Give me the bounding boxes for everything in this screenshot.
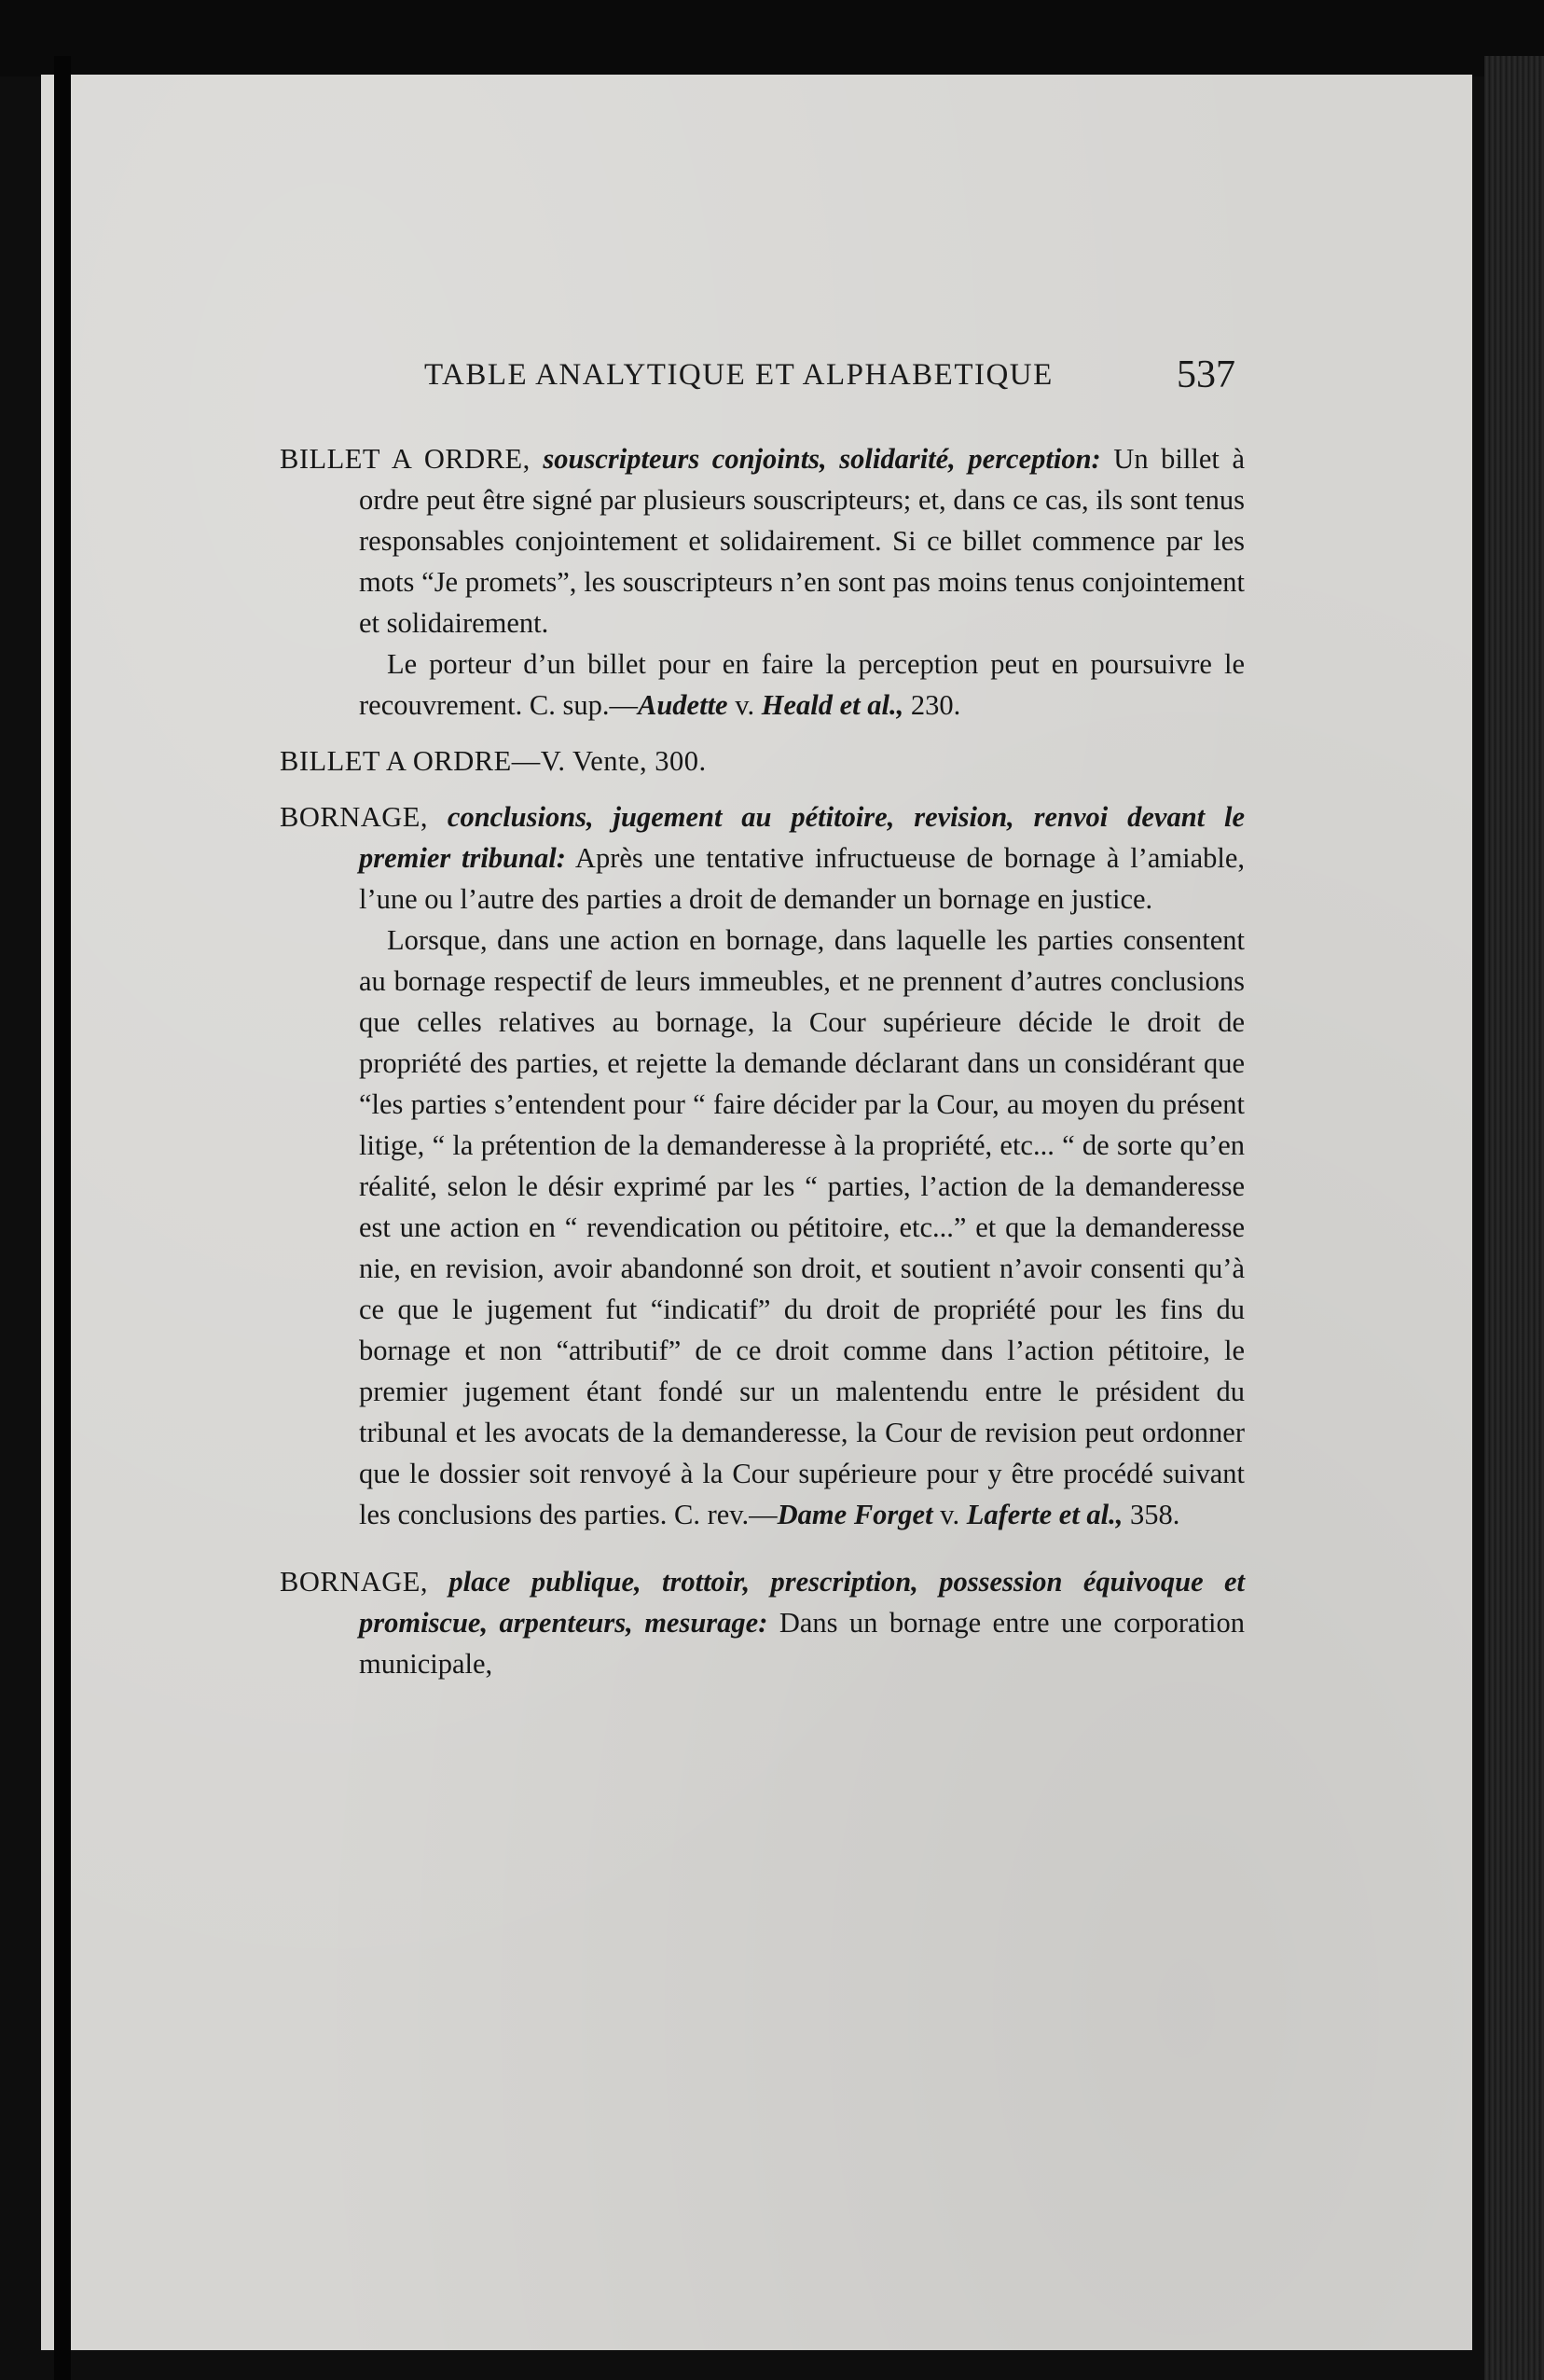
entry-paragraph xyxy=(280,920,1245,1535)
case-party: Dame Forget xyxy=(777,1499,933,1530)
entry-subject: souscripteurs conjoints, solidarité, perception: xyxy=(543,443,1101,475)
index-entry xyxy=(280,1561,1245,1684)
entry-paragraph xyxy=(280,1561,1245,1684)
entry-text: Lorsque, dans une action en bornage, dans laquelle les parties consentent au bornage respectif de leurs immeubles, et ne prennent d’autres conclusions que celles relatives au bornage, la Cour supérieure décide le droit de propriété des parties, et rejette la demande déclarant dans un considérant que “les parties s’entendent pour “ faire décider par la Cour, au moyen du présent litige, “ la prétention de la demanderesse à la propriété, etc... “ de sorte qu’en réalité, selon le désir exprimé par les “ parties, l’action de la demanderesse est une action en “ revendication ou pétitoire, etc...” et que la demanderesse nie, en revision, avoir abandonné son droit, et soutient n’avoir consenti qu’à ce que le jugement fut “indicatif” du droit de propriété pour les fins du bornage et non “attributif” de ce droit comme dans l’action pétitoire, le premier jugement étant fondé sur un malentendu entre le président du tribunal et les avocats de la demanderesse, la Cour de revision peut ordonner que le dossier soit renvoyé à la Cour supérieure pour y être procédé suivant les conclusions des parties. C. rev.— xyxy=(359,924,1245,1530)
entry-paragraph xyxy=(280,643,1245,726)
entry-text: Après une tentative infructueuse de bornage à l’amiable, l’une ou l’autre des parties a droit de demander un bornage en justice. xyxy=(359,842,1245,915)
index-entry xyxy=(280,438,1245,726)
entry-text: Le porteur d’un billet pour en faire la perception peut en poursuivre le recouvrement. C. sup.— xyxy=(359,648,1245,721)
entry-subject: place publique, trottoir, prescription, possession équivoque et promiscue, arpenteurs, mesurage: xyxy=(359,1566,1245,1639)
entry-paragraph xyxy=(280,740,1245,782)
running-head-title: TABLE ANALYTIQUE ET ALPHABETIQUE xyxy=(424,358,1054,392)
entry-subject: conclusions, jugement au pétitoire, revision, renvoi devant le premier tribunal: xyxy=(359,801,1246,874)
case-party: Audette xyxy=(638,689,728,721)
book-spine xyxy=(54,56,71,2380)
index-entry xyxy=(280,796,1245,1535)
entry-heading: BORNAGE, xyxy=(280,1566,429,1598)
case-versus: v. xyxy=(932,1499,967,1530)
entry-paragraph xyxy=(280,438,1245,643)
case-party: Heald et al., xyxy=(761,689,904,721)
entry-text: Dans un bornage entre une corporation municipale, xyxy=(359,1607,1246,1680)
scan-top-border xyxy=(0,0,1544,76)
case-versus: v. xyxy=(727,689,762,721)
entry-heading: BILLET A ORDRE, xyxy=(280,443,531,475)
case-party: Laferte et al., xyxy=(966,1499,1124,1530)
case-page-ref: 358. xyxy=(1123,1499,1180,1530)
entry-text: Un billet à ordre peut être signé par plusieurs souscripteurs; et, dans ce cas, ils sont tenus responsables conjointement et solidairement. Si ce billet commence par les mots “Je promets”, les souscripteurs n’en sont pas moins tenus conjointement et solidairement. xyxy=(359,443,1245,639)
page-number: 537 xyxy=(1177,353,1235,396)
index-content xyxy=(280,438,1245,1699)
entry-paragraph xyxy=(280,796,1245,920)
index-entry xyxy=(280,740,1245,782)
entry-heading: BORNAGE, xyxy=(280,801,429,833)
page-edges xyxy=(1484,56,1544,2380)
case-page-ref: 230. xyxy=(903,689,961,721)
entry-heading: BILLET A ORDRE—V. Vente, 300. xyxy=(280,745,707,777)
